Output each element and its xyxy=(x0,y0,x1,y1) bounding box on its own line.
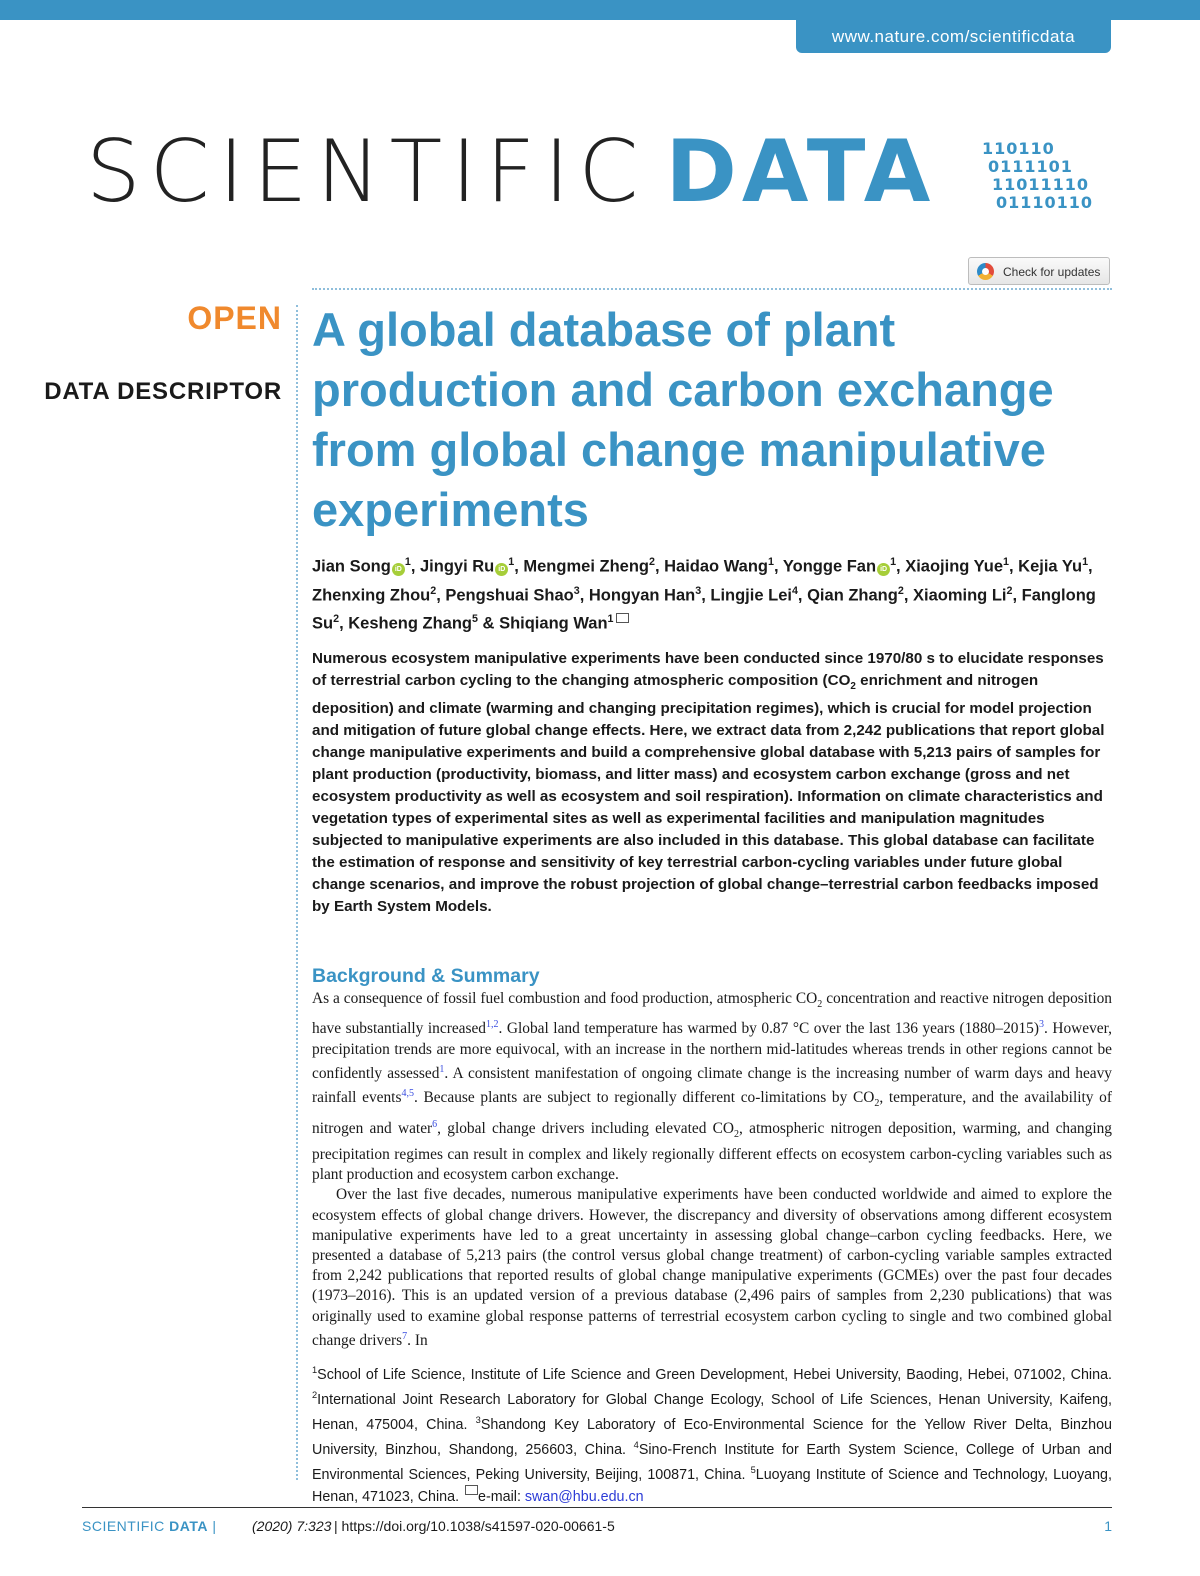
text-run: , temperature, and the availability of nitrogen and water xyxy=(312,1089,1112,1137)
author-affiliation: 1 xyxy=(1003,556,1009,568)
author-name: Mengmei Zheng xyxy=(523,557,649,576)
affiliation-number: 5 xyxy=(750,1464,756,1475)
author-name: Kejia Yu xyxy=(1018,557,1083,576)
author-name: Shiqiang Wan xyxy=(499,614,608,633)
author-name: Fanglong Su xyxy=(312,586,1096,633)
affiliations xyxy=(312,1360,1112,1507)
affiliation-number: 3 xyxy=(475,1414,481,1425)
footer-journal xyxy=(82,1518,217,1534)
text-run: . However, precipitation trends are more equivocal, with an increase in the northern mid-latitudes whereas trends in other regions cannot be confidently assessed xyxy=(312,1020,1112,1082)
author-affiliation: 3 xyxy=(695,584,702,597)
masthead-data: DATA xyxy=(665,122,936,222)
text-run: concentration and reactive nitrogen deposition have substantially increased xyxy=(312,990,1113,1038)
subscript: 2 xyxy=(817,999,823,1011)
binary-line: 01110110 xyxy=(996,193,1094,212)
author-name: Jian Song xyxy=(312,557,391,576)
affiliation-text: Luoyang Institute of Science and Technology, Luoyang, Henan, 471023, China. xyxy=(312,1466,1112,1505)
affiliation-text: Shandong Key Laboratory of Eco-Environmental Science for the Yellow River Delta, Binzhou University, Binzhou, Shandong, 256603, China. xyxy=(312,1416,1112,1458)
abstract xyxy=(312,648,1112,918)
author-name: Yongge Fan xyxy=(782,557,877,576)
text-run: , global change drivers including elevated CO xyxy=(437,1119,735,1137)
author-name: Qian Zhang xyxy=(807,586,898,604)
citation-ref[interactable]: 6 xyxy=(432,1118,438,1130)
footer-separator: | xyxy=(212,1518,217,1534)
author-affiliation: 3 xyxy=(573,584,580,597)
article-title: A global database of plant production and carbon exchange from global change manipulative experiments xyxy=(312,303,1054,536)
body-paragraph xyxy=(312,1185,1112,1351)
abstract-text-2: enrichment and nitrogen deposition) and climate (warming and changing precipitation regimes), which is crucial for model projection and mitigation of future global change effects. Here, we extract data from 2,242 publications that report global change manipulative experiments and build a comprehensive global database with 5,213 pairs of samples for plant production (productivity, biomass, and litter mass) and ecosystem carbon exchange (gross and net ecosystem productivity as well as ecosystem and soil respiration). Information on climate characteristics and vegetation types of experimental sites as well as experimental facilities and manipulation magnitudes subjected to manipulative experiments are also included in this database. This global database can facilitate the estimation of response and sensitivity of key terrestrial carbon-cycling variables under future global change scenarios, and improve the robust projection of global change–terrestrial carbon feedbacks imposed by Earth System Models. xyxy=(312,672,1105,916)
top-bar xyxy=(0,0,1200,20)
author-name: Lingjie Lei xyxy=(710,586,792,604)
affiliation-number: 1 xyxy=(312,1365,318,1375)
affiliation-text: School of Life Science, Institute of Life Science and Green Development, Hebei University, Baoding, Hebei, 071002, China. xyxy=(317,1366,1112,1383)
page-footer xyxy=(82,1518,1112,1538)
journal-masthead xyxy=(86,122,935,232)
author-affiliation: 5 xyxy=(472,613,478,625)
citation-ref[interactable]: 3 xyxy=(1038,1019,1044,1031)
author-affiliation: 1 xyxy=(607,613,614,625)
binary-line: 110110 xyxy=(982,139,1055,158)
check-for-updates-button[interactable] xyxy=(968,257,1110,285)
author-name: Kesheng Zhang xyxy=(348,614,472,633)
citation-ref[interactable]: 1,2 xyxy=(486,1019,499,1031)
author-name: Hongyan Han xyxy=(588,586,696,604)
check-for-updates-label: Check for updates xyxy=(1003,265,1101,279)
author-affiliation: 4 xyxy=(791,584,798,597)
body-text xyxy=(312,989,1112,1351)
text-run: . In xyxy=(407,1331,428,1349)
masthead-binary-logo xyxy=(982,140,1112,220)
body-paragraph xyxy=(312,989,1112,1185)
envelope-icon xyxy=(616,613,629,623)
abstract-text-1: Numerous ecosystem manipulative experiments have been conducted since 1970/80 s to elucidate responses of terrestrial carbon cycling to the changing atmospheric composition (CO xyxy=(312,650,1104,689)
footer-doi-link[interactable]: | https://doi.org/10.1038/s41597-020-00661-5 xyxy=(334,1518,615,1534)
page-number: 1 xyxy=(1104,1518,1112,1534)
article-type-label: DATA DESCRIPTOR xyxy=(44,378,282,405)
orcid-icon[interactable]: iD xyxy=(877,563,890,576)
email-link[interactable]: swan@hbu.edu.cn xyxy=(524,1488,644,1505)
author-affiliation: 2 xyxy=(333,613,340,625)
crossmark-icon xyxy=(977,263,994,280)
footer-citation: (2020) 7:323 xyxy=(252,1518,332,1534)
author-name: Xiaoming Li xyxy=(912,586,1007,604)
author-affiliation: 2 xyxy=(897,584,904,597)
citation-ref[interactable]: 1 xyxy=(439,1063,445,1075)
text-run: . Global land temperature has warmed by 0.87 °C over the last 136 years (1880–2015) xyxy=(498,1020,1039,1038)
affiliation-number: 2 xyxy=(312,1389,318,1400)
text-run: , atmospheric nitrogen deposition, warming, and changing precipitation regimes can result in complex and likely regionally different effects on ecosystem carbon-cycling variables such as plant production and ecosystem carbon exchange. xyxy=(312,1119,1112,1184)
abstract-subscript: 2 xyxy=(850,681,856,693)
footer-rule xyxy=(82,1507,1112,1508)
orcid-icon[interactable]: iD xyxy=(495,563,508,576)
author-affiliation: 2 xyxy=(648,556,655,568)
citation-ref[interactable]: 4,5 xyxy=(401,1088,414,1100)
text-run: . Because plants are subject to regionally different co-limitations by CO xyxy=(413,1089,875,1107)
author-list: Jian Song $iD^1$, Jingyi Ru $iD^1$, Mengmei Zheng$^2$, Haidao Wang$^1$, Yongge Fan $iD^1$, Xiaojing Yue$^1$, Kejia Yu$^1$, Zhenxing Zhou$^2$, Pengshuai Shao$^3$, Hongyan Han$^3$, Lingjie Lei$^4$, Qian Zhang$^2$, Xiaoming Li$^2$, Fanglong Su$^2$, Kesheng Zhang$^5$ & Shiqiang Wan$^1$ xyxy=(312,556,1096,633)
author-affiliation: 1 xyxy=(1082,556,1089,568)
author-affiliation: 2 xyxy=(430,584,437,597)
author-affiliation: 1 xyxy=(768,556,774,568)
affiliation-text: International Joint Research Laboratory for Global Change Ecology, School of Life Sciences, Henan University, Kaifeng, Henan, 475004, China. xyxy=(312,1391,1112,1433)
author-name: Zhenxing Zhou xyxy=(312,586,431,604)
text-run: Over the last five decades, numerous manipulative experiments have been conducted worldwide and aimed to explore the ecosystem effects of global change drivers. However, the discrepancy and diversity of observations among different ecosystem manipulative experiments have led to a great uncertainty in assessing global change–carbon cycling feedbacks. Here, we presented a database of 5,213 pairs (the control versus global change treatment) of carbon-cycling variable samples extracted from 2,242 publications that reported results of global change manipulative experiments (GCMEs) over the past four decades (1973–2016). This is an updated version of a previous database (2,496 pairs of samples from 2,230 publications) that was originally used to examine global response patterns of terrestrial ecosystem carbon cycling to single and two combined global change drivers xyxy=(312,1186,1112,1349)
text-run: . A consistent manifestation of ongoing climate change is the increasing number of warm days and heavy rainfall events xyxy=(312,1064,1112,1107)
masthead-scientific: SCIENTIFIC xyxy=(86,122,648,222)
journal-url-link[interactable]: www.nature.com/scientificdata xyxy=(796,20,1111,53)
author-name: Jingyi Ru xyxy=(419,557,495,576)
author-name: Pengshuai Shao xyxy=(445,586,574,604)
footer-journal-part2: DATA xyxy=(169,1518,208,1534)
dotted-divider-horizontal xyxy=(312,288,1112,290)
author-affiliation: 1 xyxy=(404,556,411,568)
envelope-icon xyxy=(465,1485,478,1495)
affiliation-text: Sino-French Institute for Earth System Science, College of Urban and Environmental Sciences, Peking University, Beijing, 100871, China. xyxy=(312,1441,1112,1483)
author-affiliation: 1 xyxy=(890,556,897,568)
subscript: 2 xyxy=(734,1128,740,1140)
text-run: As a consequence of fossil fuel combustion and food production, atmospheric CO xyxy=(312,990,818,1007)
citation-ref[interactable]: 7 xyxy=(402,1330,408,1342)
binary-line: 11011110 xyxy=(992,175,1090,194)
affiliation-number: 4 xyxy=(633,1439,639,1450)
author-affiliation: 1 xyxy=(508,556,515,568)
email-label: e-mail: xyxy=(478,1488,525,1505)
footer-journal-part1: SCIENTIFIC xyxy=(82,1518,165,1534)
section-heading: Background & Summary xyxy=(312,965,540,987)
dotted-divider-vertical xyxy=(296,305,298,1480)
author-name: Xiaojing Yue xyxy=(905,557,1004,576)
orcid-icon[interactable]: iD xyxy=(392,563,405,576)
open-access-label: OPEN xyxy=(187,300,282,336)
author-name: Haidao Wang xyxy=(664,557,769,576)
subscript: 2 xyxy=(874,1098,880,1110)
author-affiliation: 2 xyxy=(1006,584,1013,597)
binary-line: 0111101 xyxy=(988,157,1073,176)
